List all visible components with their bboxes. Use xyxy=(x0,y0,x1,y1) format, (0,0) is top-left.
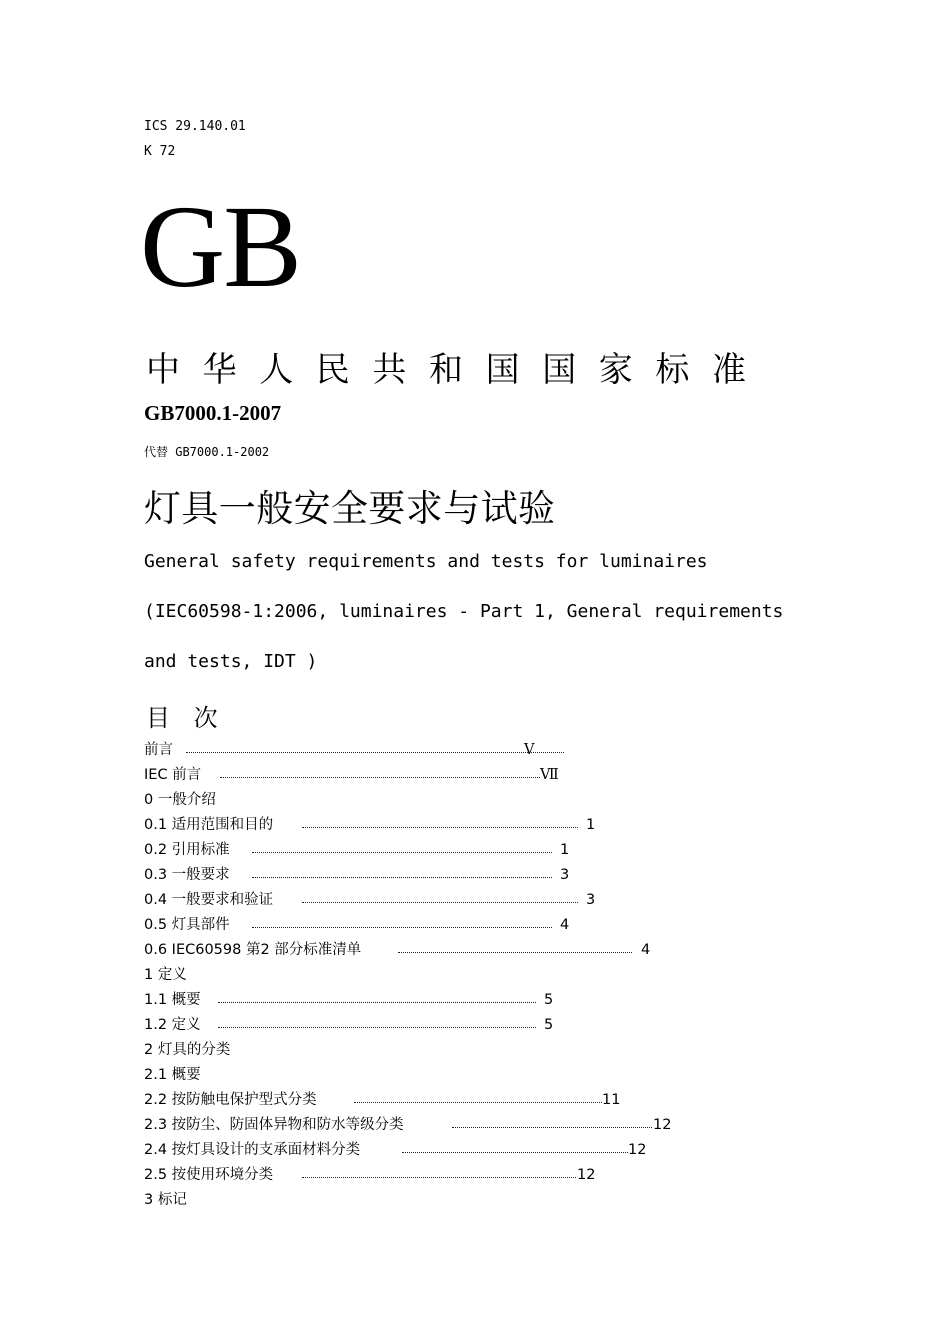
toc-entry-label: 2.5 按使用环境分类 xyxy=(144,1167,274,1183)
toc-entry-label: 2.1 概要 xyxy=(144,1067,201,1083)
toc-heading: 目 次 xyxy=(146,704,226,732)
toc-entry-label: 0.2 引用标准 xyxy=(144,842,230,858)
toc-entry-page: 4 xyxy=(560,917,570,933)
toc-entry-label: 0.3 一般要求 xyxy=(144,867,230,883)
ics-code: ICS 29.140.01 xyxy=(144,119,246,134)
toc-entry-page: 3 xyxy=(586,892,596,908)
toc-entry-page: 12 xyxy=(653,1117,672,1133)
toc-leader-dots xyxy=(452,1127,652,1128)
toc-entry-page: 11 xyxy=(602,1092,621,1108)
toc-entry-page: Ⅴ xyxy=(524,742,535,758)
toc-entry-label: 2 灯具的分类 xyxy=(144,1042,231,1058)
ccs-code: K 72 xyxy=(144,144,176,159)
toc-entry-label: 0.6 IEC60598 第2 部分标准清单 xyxy=(144,942,362,958)
toc-leader-dots xyxy=(354,1102,602,1103)
toc-leader-dots xyxy=(252,877,552,878)
toc-leader-dots xyxy=(402,1152,628,1153)
toc-leader-dots xyxy=(302,827,578,828)
toc-entry-page: 12 xyxy=(577,1167,596,1183)
toc-entry-page: 1 xyxy=(586,817,596,833)
toc-entry-label: 0.5 灯具部件 xyxy=(144,917,230,933)
toc-entry-label: 1 定义 xyxy=(144,967,187,983)
toc-leader-dots xyxy=(398,952,632,953)
toc-entry-label: 前言 xyxy=(144,742,173,758)
toc-leader-dots xyxy=(218,1002,536,1003)
toc-entry-label: 1.1 概要 xyxy=(144,992,201,1008)
toc-entry-label: IEC 前言 xyxy=(144,767,202,783)
document-title-zh: 灯具一般安全要求与试验 xyxy=(144,487,556,530)
toc-leader-dots xyxy=(252,927,552,928)
toc-entry-page: 5 xyxy=(544,992,554,1008)
toc-entry-page: 5 xyxy=(544,1017,554,1033)
toc-entry-label: 0.1 适用范围和目的 xyxy=(144,817,274,833)
toc-leader-dots xyxy=(186,752,564,753)
toc-entry-label: 2.3 按防尘、防固体异物和防水等级分类 xyxy=(144,1117,404,1133)
toc-entry-page: Ⅶ xyxy=(540,767,559,783)
toc-entry-label: 0 一般介绍 xyxy=(144,792,216,808)
document-title-en-line2: (IEC60598-1:2006, luminaires - Part 1, General requirements xyxy=(144,601,784,622)
toc-entry-label: 3 标记 xyxy=(144,1192,187,1208)
replaces-note: 代替 GB7000.1-2002 xyxy=(144,445,270,459)
toc-leader-dots xyxy=(218,1027,536,1028)
national-standard-title: 中华人民共和国国家标准 xyxy=(146,350,769,390)
toc-leader-dots xyxy=(252,852,552,853)
document-title-en-line1: General safety requirements and tests for luminaires xyxy=(144,551,708,572)
toc-leader-dots xyxy=(302,1177,576,1178)
standard-number: GB7000.1-2007 xyxy=(144,401,282,425)
toc-entry-page: 4 xyxy=(641,942,651,958)
toc-leader-dots xyxy=(220,777,540,778)
toc-entry-page: 3 xyxy=(560,867,570,883)
document-title-en-line3: and tests, IDT ) xyxy=(144,651,318,672)
toc-entry-label: 0.4 一般要求和验证 xyxy=(144,892,274,908)
toc-leader-dots xyxy=(302,902,578,903)
toc-entry-label: 2.2 按防触电保护型式分类 xyxy=(144,1092,317,1108)
toc-entry-page: 12 xyxy=(628,1142,647,1158)
toc-entry-label: 1.2 定义 xyxy=(144,1017,201,1033)
toc-entry-label: 2.4 按灯具设计的支承面材料分类 xyxy=(144,1142,361,1158)
toc-entry-page: 1 xyxy=(560,842,570,858)
gb-logo: GB xyxy=(140,181,300,312)
